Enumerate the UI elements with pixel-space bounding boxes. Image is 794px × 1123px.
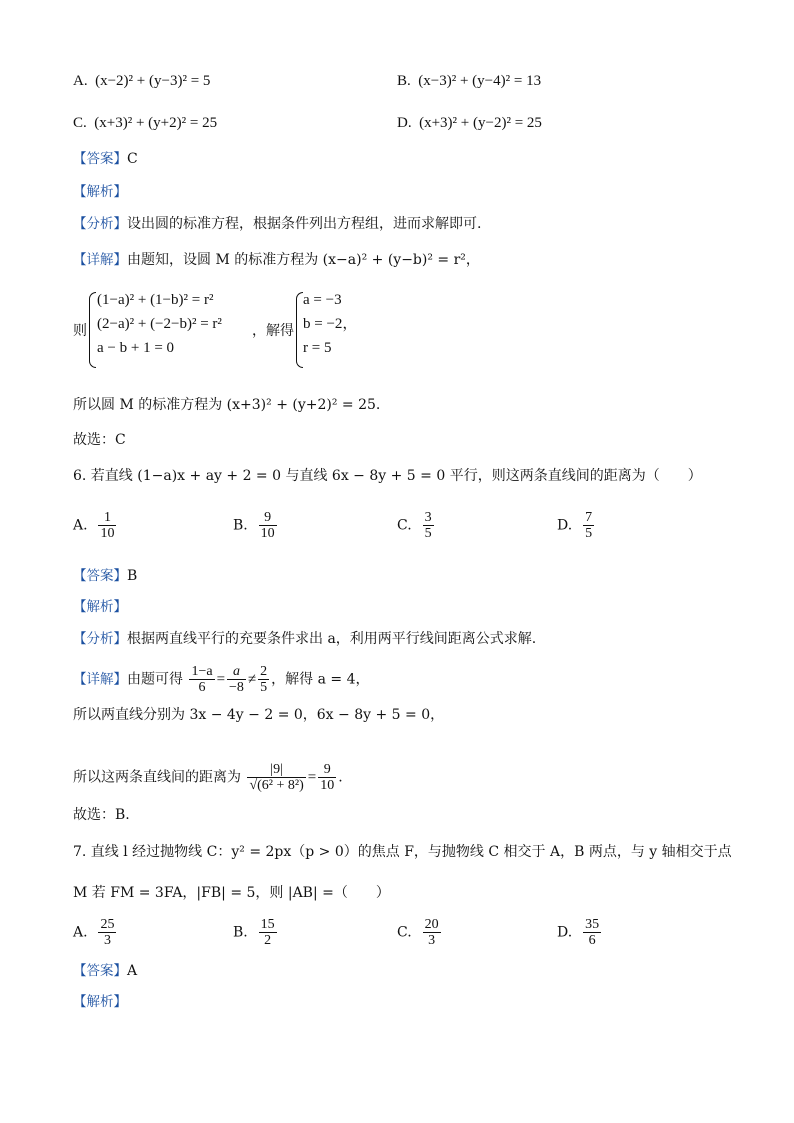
- q5-xiangjie: 【详解】由题知，设圆 M 的标准方程为 (x−a)² + (y−b)² = r²，: [73, 252, 480, 268]
- q6-stem: 6. 若直线 (1−a)x + ay + 2 = 0 与直线 6x − 8y + 5 = 0 平行，则这两条直线间的距离为（ ）: [73, 468, 702, 484]
- q5-option-b-text: (x−3)² + (y−4)² = 13: [418, 73, 542, 89]
- q5-analysis-heading: 【解析】: [73, 184, 127, 200]
- q6-fenxi: 【分析】根据两直线平行的充要条件求出 a，利用两平行线间距离公式求解.: [73, 631, 537, 647]
- q5-option-b: B. (x−3)² + (y−4)² = 13: [397, 73, 542, 89]
- q6-fraction-1: $\frac{1-a}{6}$: [191, 664, 213, 695]
- q5-jiede: ，解得: [252, 323, 294, 339]
- q6-guxuan: 故选：B.: [73, 807, 130, 823]
- q6-analysis-heading: 【解析】: [73, 599, 127, 615]
- q5-brace-2: [296, 292, 303, 368]
- q6-option-c: C. $\frac{3}{5}$: [397, 510, 432, 541]
- q6-option-a-fraction: $\frac{1}{10}$: [100, 510, 115, 541]
- q6-distance: 所以这两条直线间的距离为 $\frac{|9|}{\text{√(6² + 8²)}}$ = $\frac{9}{10}$ .: [73, 762, 343, 793]
- q5-ze: 则: [73, 323, 87, 339]
- q6-distance-result: $\frac{9}{10}$: [320, 762, 335, 793]
- q7-option-b: B. $\frac{15}{2}$: [233, 917, 275, 948]
- q5-option-a-text: (x−2)² + (y−3)² = 5: [95, 73, 211, 89]
- q5-option-a: A. (x−2)² + (y−3)² = 5: [73, 73, 211, 89]
- q7-option-a: A. $\frac{25}{3}$: [73, 917, 115, 948]
- q5-conclusion: 所以圆 M 的标准方程为 (x+3)² + (y+2)² = 25.: [73, 397, 381, 413]
- q7-option-c-fraction: $\frac{20}{3}$: [424, 917, 439, 948]
- q5-guxuan: 故选：C: [73, 432, 126, 448]
- q6-option-b: B. $\frac{9}{10}$: [233, 510, 275, 541]
- q5-option-d: D. (x+3)² + (y−2)² = 25: [397, 115, 542, 131]
- q5-option-c-text: (x+3)² + (y+2)² = 25: [94, 115, 218, 131]
- q6-lines: 所以两直线分别为 3x − 4y − 2 = 0，6x − 8y + 5 = 0，: [73, 707, 445, 723]
- q7-stem-line-1: 7. 直线 l 经过抛物线 C：y² = 2px（p > 0）的焦点 F，与抛物线 C 相交于 A，B 两点，与 y 轴相交于点: [73, 844, 732, 860]
- q6-option-a: A. $\frac{1}{10}$: [73, 510, 115, 541]
- q5-system-2: a = −3 b = −2， r = 5: [303, 292, 358, 356]
- q6-distance-fraction: $\frac{|9|}{\text{√(6² + 8²)}}$: [249, 762, 304, 793]
- q5-system-1: (1−a)² + (1−b)² = r² (2−a)² + (−2−b)² = r² a − b + 1 = 0: [97, 292, 222, 356]
- q5-option-c: C. (x+3)² + (y+2)² = 25: [73, 115, 218, 131]
- q7-option-d-fraction: $\frac{35}{6}$: [585, 917, 600, 948]
- q6-option-d: D. $\frac{7}{5}$: [557, 510, 593, 541]
- q6-option-b-fraction: $\frac{9}{10}$: [260, 510, 275, 541]
- q6-xiangjie: 【详解】由题可得 $\frac{1-a}{6}$ = $\frac{a}{-8}$ ≠ $\frac{2}{5}$ ，解得 a = 4，: [73, 664, 370, 695]
- q7-stem-line-2: M 若 FM = 3FA，|FB| = 5，则 |AB| =（ ）: [73, 885, 390, 901]
- q6-fraction-3: $\frac{2}{5}$: [260, 664, 268, 695]
- q7-option-c: C. $\frac{20}{3}$: [397, 917, 439, 948]
- q5-option-d-text: (x+3)² + (y−2)² = 25: [419, 115, 542, 131]
- q7-analysis-heading: 【解析】: [73, 994, 127, 1010]
- q7-answer: 【答案】A: [73, 963, 138, 979]
- q7-option-b-fraction: $\frac{15}{2}$: [260, 917, 275, 948]
- q6-option-c-fraction: $\frac{3}{5}$: [424, 510, 432, 541]
- q6-answer: 【答案】B: [73, 568, 138, 584]
- q6-fraction-2: $\frac{a}{-8}$: [229, 664, 244, 695]
- q5-brace-1: [89, 292, 96, 368]
- q5-fenxi: 【分析】设出圆的标准方程，根据条件列出方程组，进而求解即可.: [73, 216, 482, 232]
- q7-option-a-fraction: $\frac{25}{3}$: [100, 917, 115, 948]
- q6-option-d-fraction: $\frac{7}{5}$: [585, 510, 593, 541]
- q7-option-d: D. $\frac{35}{6}$: [557, 917, 600, 948]
- q5-answer: 【答案】C: [73, 151, 138, 167]
